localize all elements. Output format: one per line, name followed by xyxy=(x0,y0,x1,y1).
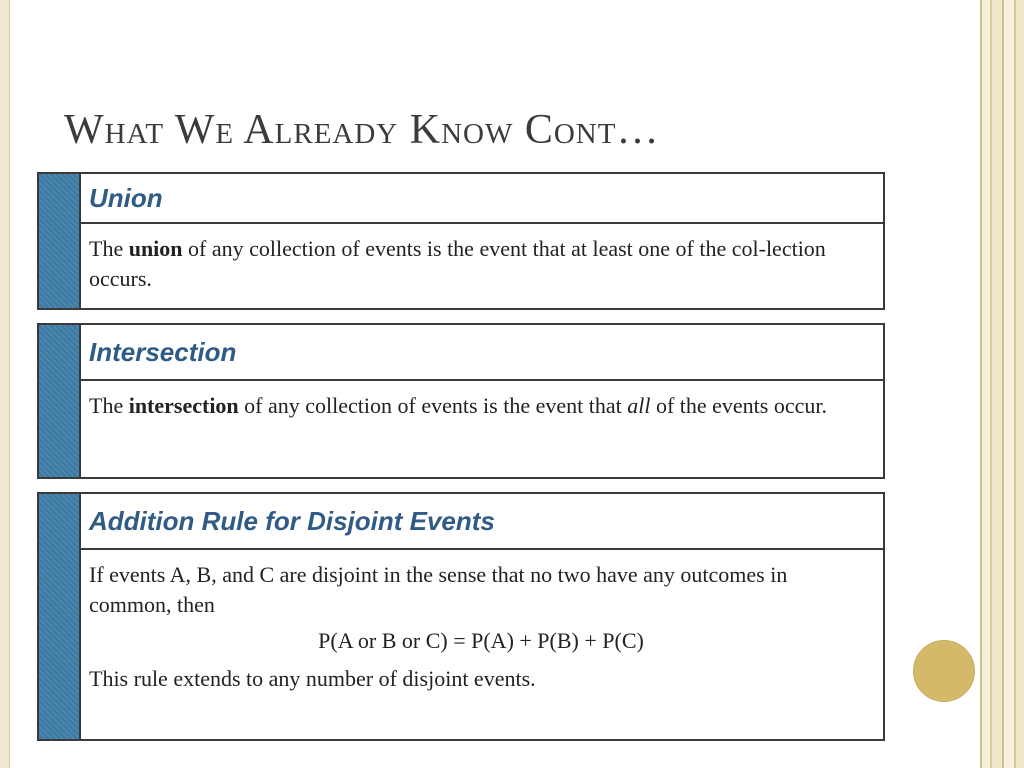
box-body xyxy=(79,550,883,694)
box-side-stripe xyxy=(39,174,81,308)
rule-extension: This rule extends to any number of disjoint events. xyxy=(89,666,536,691)
body-text: The xyxy=(89,393,129,418)
union-definition-box xyxy=(37,172,885,310)
left-decorative-border xyxy=(0,0,10,768)
body-text: of any collection of events is the event that at least one of the col-lection occurs. xyxy=(89,236,826,291)
box-body xyxy=(79,224,883,294)
addition-formula: P(A or B or C) = P(A) + P(B) + P(C) xyxy=(318,628,644,653)
box-heading: Addition Rule for Disjoint Events xyxy=(79,494,883,550)
body-text: The xyxy=(89,236,129,261)
right-decorative-stripes xyxy=(976,0,1024,768)
box-heading: Intersection xyxy=(79,325,883,381)
box-body xyxy=(79,381,883,421)
box-side-stripe xyxy=(39,325,81,477)
box-heading: Union xyxy=(79,174,883,224)
decorative-gold-circle xyxy=(913,640,975,702)
addition-rule-box xyxy=(37,492,885,741)
body-text: of any collection of events is the event that xyxy=(238,393,628,418)
slide-title: What We Already Know Cont… xyxy=(64,107,660,153)
defined-term: union xyxy=(128,236,183,261)
rule-statement: If events A, B, and C are disjoint in the sense that no two have any outcomes in common, then xyxy=(89,562,788,617)
intersection-definition-box xyxy=(37,323,885,479)
body-text: of the events occur. xyxy=(650,393,828,418)
box-side-stripe xyxy=(39,494,81,739)
defined-term: intersection xyxy=(128,393,239,418)
emphasized-word: all xyxy=(627,393,651,418)
